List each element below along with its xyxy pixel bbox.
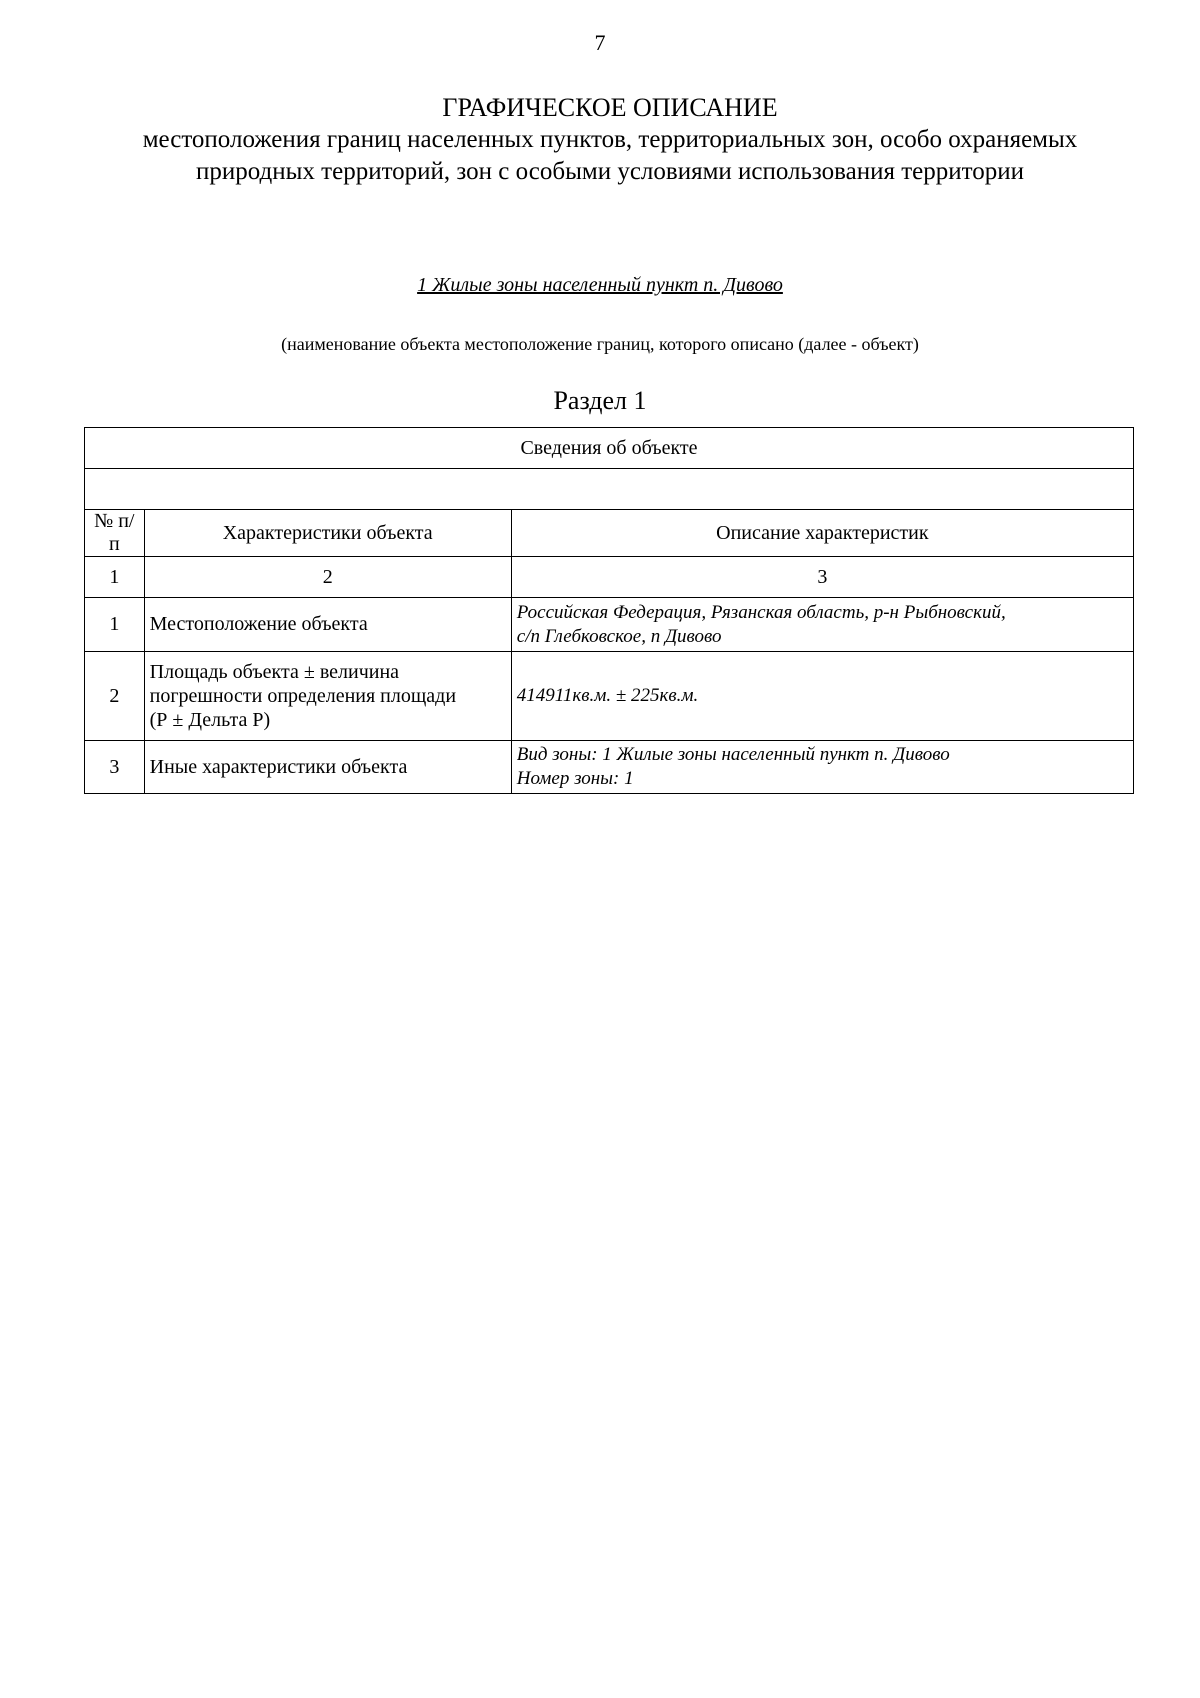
document-title: ГРАФИЧЕСКОЕ ОПИСАНИЕ [442,93,778,122]
table-empty-row [85,469,1134,510]
object-name: 1 Жилые зоны населенный пункт п. Дивово [417,274,783,296]
header-description: Описание характеристик [511,510,1133,557]
description-line: Российская Федерация, Рязанская область, р-н Рыбновский, [516,601,1006,623]
column-number-2: 2 [144,557,511,598]
row-description: 414911кв.м. ± 225кв.м. [511,652,1133,741]
characteristic-line: Площадь объекта ± величина [149,661,400,683]
column-number-1: 1 [85,557,145,598]
row-description [511,598,1133,652]
title-block [80,92,1140,188]
table-column-numbers-row [85,557,1134,598]
row-number: 2 [85,652,145,741]
row-characteristic [144,652,511,741]
description-line: Номер зоны: 1 [516,768,634,789]
characteristic-line: погрешности определения площади [149,685,457,707]
row-characteristic: Иные характеристики объекта [144,741,511,794]
table-title: Сведения об объекте [85,428,1134,469]
table-row [85,652,1134,741]
page-number: 7 [594,30,606,55]
object-info-table [84,427,1134,794]
description-line: Вид зоны: 1 Жилые зоны населенный пункт п. Дивово [516,744,950,765]
object-caption: (наименование объекта местоположение границ, которого описано (далее - объект) [281,334,919,354]
header-number: № п/п [85,510,145,557]
empty-cell [85,469,1134,510]
table-row [85,741,1134,794]
column-number-3: 3 [511,557,1133,598]
row-number: 1 [85,598,145,652]
section-title: Раздел 1 [553,386,647,415]
header-characteristic: Характеристики объекта [144,510,511,557]
row-description [511,741,1133,794]
row-characteristic: Местоположение объекта [144,598,511,652]
description-line: с/п Глебковское, п Дивово [516,625,722,647]
table-title-row [85,428,1134,469]
characteristic-line: (Р ± Дельта Р) [149,709,271,731]
table-header-row [85,510,1134,557]
row-number: 3 [85,741,145,794]
table-row [85,598,1134,652]
document-subtitle: местоположения границ населенных пунктов, территориальных зон, особо охраняемых природных территорий, зон с особыми условиями использования территории [142,126,1078,185]
